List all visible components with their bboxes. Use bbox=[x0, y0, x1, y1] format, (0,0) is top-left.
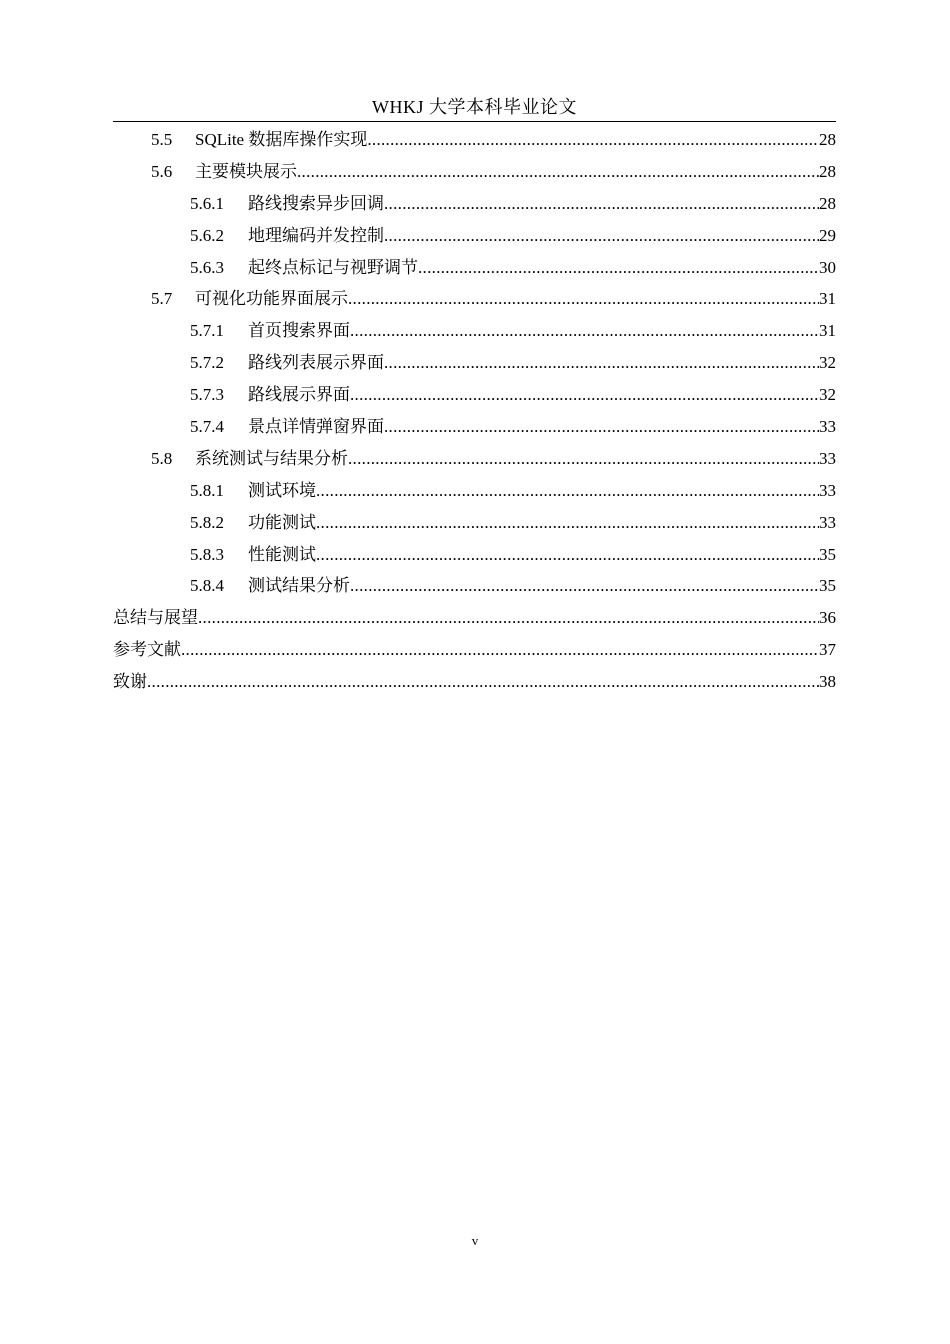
toc-entry[interactable] bbox=[113, 220, 836, 252]
toc-dot-leader bbox=[297, 156, 819, 188]
toc-dot-leader bbox=[418, 252, 819, 284]
toc-entry-number: 5.6.3 bbox=[190, 257, 224, 277]
toc-entry-title: 起终点标记与视野调节 bbox=[248, 257, 418, 277]
toc-entry[interactable] bbox=[113, 443, 836, 475]
toc-entry-title: 测试结果分析 bbox=[248, 576, 350, 596]
toc-entry-number: 5.8 bbox=[151, 448, 173, 468]
toc-entry-page: 38 bbox=[819, 672, 836, 692]
toc-entry-title: 测试环境 bbox=[248, 480, 316, 500]
toc-entry-number: 5.5 bbox=[151, 130, 173, 149]
toc-entry-number: 5.8.1 bbox=[190, 480, 224, 500]
toc-dot-leader bbox=[384, 220, 819, 252]
toc-dot-leader bbox=[384, 347, 819, 379]
toc-entry[interactable] bbox=[113, 156, 836, 188]
toc-entry[interactable] bbox=[113, 283, 836, 315]
toc-dot-leader bbox=[350, 315, 819, 347]
toc-entry-page: 31 bbox=[819, 289, 836, 309]
toc-entry-page: 33 bbox=[819, 417, 836, 437]
toc-entry-number: 5.7.4 bbox=[190, 417, 224, 437]
toc-entry[interactable] bbox=[113, 411, 836, 443]
toc-entry-title: SQLite 数据库操作实现 bbox=[195, 130, 368, 149]
toc-entry-page: 35 bbox=[819, 544, 836, 564]
toc-entry[interactable] bbox=[113, 188, 836, 220]
toc-entry[interactable] bbox=[113, 539, 836, 571]
toc-entry[interactable] bbox=[113, 252, 836, 284]
page-number: v bbox=[471, 1233, 479, 1248]
toc-entry-page: 36 bbox=[819, 608, 836, 628]
toc-dot-leader bbox=[348, 283, 819, 315]
toc-entry[interactable] bbox=[113, 507, 836, 539]
toc-entry-number: 5.7.1 bbox=[190, 321, 224, 341]
toc-dot-leader bbox=[384, 188, 819, 220]
toc-entry-page: 28 bbox=[819, 161, 836, 181]
toc-dot-leader bbox=[147, 666, 819, 698]
toc-dot-leader bbox=[181, 634, 819, 666]
toc-entry[interactable] bbox=[113, 347, 836, 379]
toc-dot-leader bbox=[350, 570, 819, 602]
toc-entry-page: 29 bbox=[819, 225, 836, 245]
toc-entry-page: 32 bbox=[819, 385, 836, 405]
toc-entry-title: 路线展示界面 bbox=[248, 385, 350, 405]
toc-entry-title: 系统测试与结果分析 bbox=[195, 448, 348, 468]
toc-dot-leader bbox=[348, 443, 819, 475]
toc-entry-title: 景点详情弹窗界面 bbox=[248, 417, 384, 437]
toc-entry-title: 性能测试 bbox=[248, 544, 316, 564]
toc-dot-leader bbox=[198, 602, 819, 634]
toc-dot-leader bbox=[350, 379, 819, 411]
toc-entry-title: 主要模块展示 bbox=[195, 161, 297, 181]
toc-entry[interactable] bbox=[113, 475, 836, 507]
toc-entry-title: 地理编码并发控制 bbox=[248, 225, 384, 245]
toc-dot-leader bbox=[367, 124, 819, 156]
toc-entry-title: 首页搜索界面 bbox=[248, 321, 350, 341]
toc-entry[interactable] bbox=[113, 570, 836, 602]
toc-entry-number: 5.8.2 bbox=[190, 512, 224, 532]
toc-entry-number: 5.8.4 bbox=[190, 576, 224, 596]
toc-entry-title: 总结与展望 bbox=[113, 608, 198, 628]
toc-entry-title: 参考文献 bbox=[113, 640, 181, 660]
toc-entry-number: 5.6 bbox=[151, 161, 173, 181]
toc-entry[interactable] bbox=[113, 602, 836, 634]
toc-dot-leader bbox=[316, 539, 819, 571]
toc-entry-page: 33 bbox=[819, 512, 836, 532]
header-rule bbox=[113, 121, 836, 122]
toc-entry-title: 功能测试 bbox=[248, 512, 316, 532]
toc-entry[interactable] bbox=[113, 634, 836, 666]
toc-entry-page: 30 bbox=[819, 257, 836, 277]
toc-entry-title: 路线列表展示界面 bbox=[248, 353, 384, 373]
toc-dot-leader bbox=[384, 411, 819, 443]
toc-entry-title: 路线搜索异步回调 bbox=[248, 193, 384, 213]
table-of-contents bbox=[113, 124, 836, 698]
toc-entry[interactable] bbox=[113, 379, 836, 411]
toc-entry-number: 5.7.2 bbox=[190, 353, 224, 373]
toc-entry-number: 5.7 bbox=[151, 289, 173, 309]
toc-entry-page: 33 bbox=[819, 448, 836, 468]
toc-entry-page: 37 bbox=[819, 640, 836, 660]
toc-entry-number: 5.7.3 bbox=[190, 385, 224, 405]
toc-entry-number: 5.8.3 bbox=[190, 544, 224, 564]
toc-entry-title: 可视化功能界面展示 bbox=[195, 289, 348, 309]
toc-dot-leader bbox=[316, 507, 819, 539]
toc-entry-page: 28 bbox=[819, 193, 836, 213]
toc-entry[interactable] bbox=[113, 666, 836, 698]
toc-entry-page: 35 bbox=[819, 576, 836, 596]
toc-entry-title: 致谢 bbox=[113, 672, 147, 692]
toc-entry-number: 5.6.1 bbox=[190, 193, 224, 213]
toc-entry[interactable] bbox=[113, 124, 836, 156]
toc-entry-page: 32 bbox=[819, 353, 836, 373]
toc-entry-page: 33 bbox=[819, 480, 836, 500]
toc-entry-page: 28 bbox=[819, 130, 836, 149]
toc-entry-page: 31 bbox=[819, 321, 836, 341]
toc-dot-leader bbox=[316, 475, 819, 507]
running-header: WHKJ 大学本科毕业论文 bbox=[372, 97, 577, 117]
toc-entry[interactable] bbox=[113, 315, 836, 347]
toc-entry-number: 5.6.2 bbox=[190, 225, 224, 245]
